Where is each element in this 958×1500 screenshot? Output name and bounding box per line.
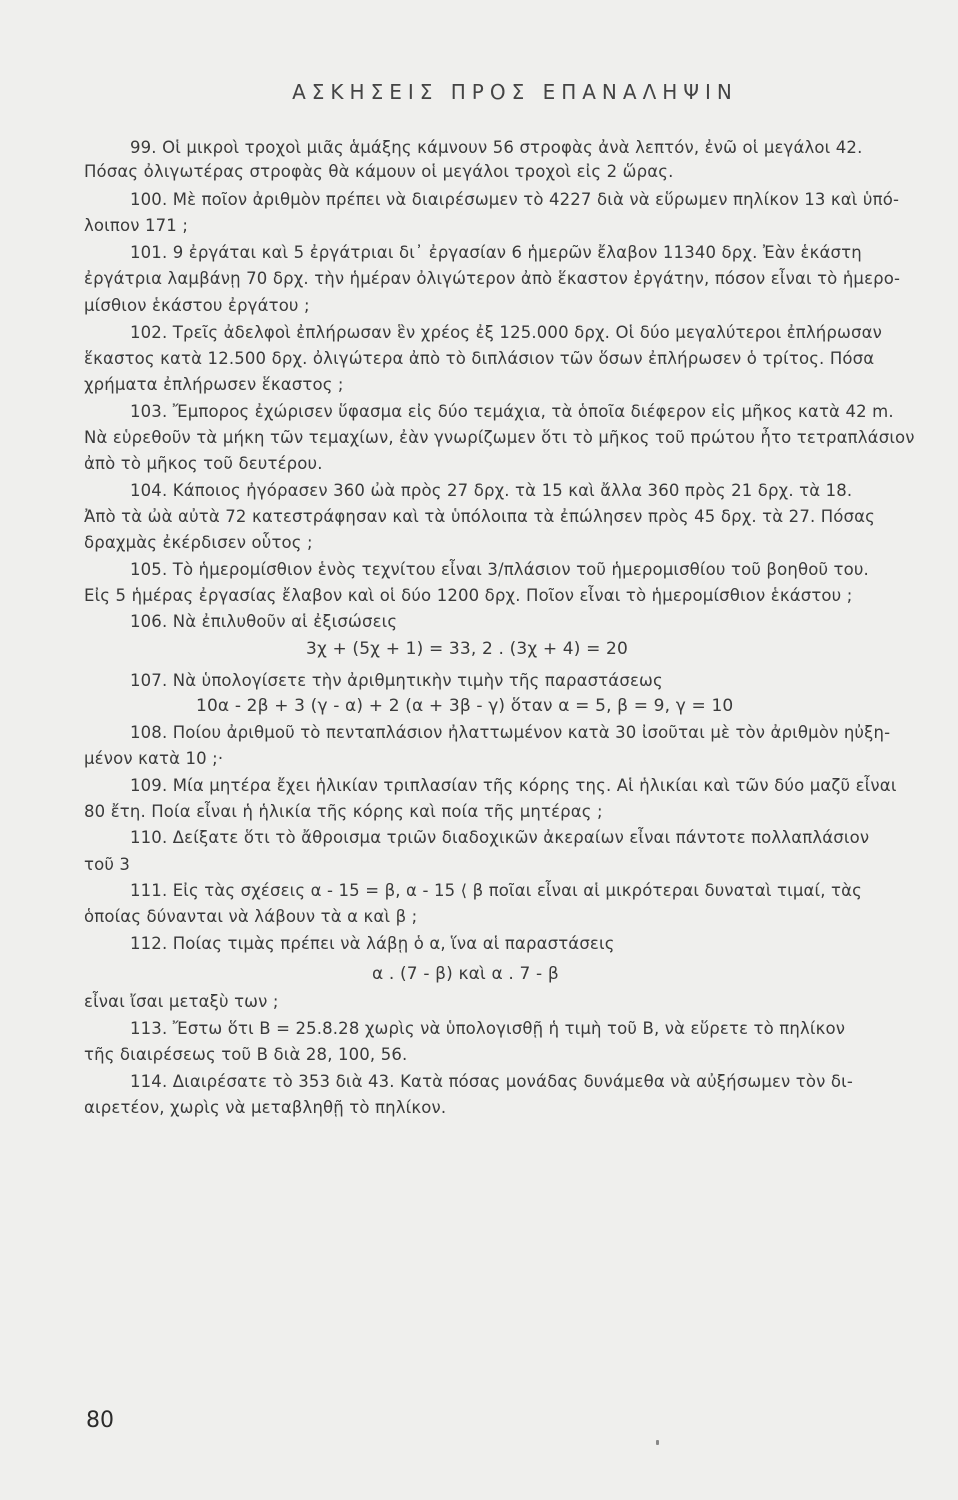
exercise-102-line-2: ἕκαστος κατὰ 12.500 δρχ. ὀλιγώτερα ἀπὸ τὸ διπλάσιον τῶν ὅσων ἐπλήρωσεν ὁ τρίτος. Πόσα	[84, 349, 875, 368]
exercise-102-line-1: 102. Τρεῖς ἀδελφοὶ ἐπλήρωσαν ἓν χρέος ἐξ 125.000 δρχ. Οἱ δύο μεγαλύτεροι ἐπλήρωσαν	[130, 323, 882, 342]
exercise-111-line-2: ὁποίας δύνανται νὰ λάβουν τὰ α καὶ β ;	[84, 907, 418, 926]
exercise-109-line-2: 80 ἔτη. Ποία εἶναι ἡ ἡλικία τῆς κόρης καὶ ποία τῆς μητέρας ;	[84, 802, 603, 821]
exercise-99-line-1: 99. Οἱ μικροὶ τροχοὶ μιᾶς ἁμάξης κάμνουν 56 στροφὰς ἀνὰ λεπτόν, ἐνῶ οἱ μεγάλοι 42.	[130, 138, 863, 157]
exercise-104-line-1: 104. Κάποιος ἠγόρασεν 360 ὠὰ πρὸς 27 δρχ. τὰ 15 καὶ ἄλλα 360 πρὸς 21 δρχ. τὰ 18.	[130, 481, 853, 500]
exercise-114-line-2: αιρετέον, χωρὶς νὰ μεταβληθῇ τὸ πηλίκον.	[84, 1098, 447, 1117]
page-number: 80	[86, 1408, 114, 1433]
exercise-99-line-2: Πόσας ὀλιγωτέρας στροφὰς θὰ κάμουν οἱ μεγάλοι τροχοὶ εἰς 2 ὥρας.	[84, 162, 674, 181]
exercise-101-line-2: ἐργάτρια λαμβάνῃ 70 δρχ. τὴν ἡμέραν ὀλιγώτερον ἀπὸ ἕκαστον ἐργάτην, πόσον εἶναι τὸ ἡμερο-	[84, 269, 901, 288]
exercise-100-line-1: 100. Μὲ ποῖον ἀριθμὸν πρέπει νὰ διαιρέσωμεν τὸ 4227 διὰ νὰ εὕρωμεν πηλίκον 13 καὶ ὑπό-	[130, 190, 900, 209]
exercise-110-line-2: τοῦ 3	[84, 855, 131, 874]
exercise-102-line-3: χρήματα ἐπλήρωσεν ἕκαστος ;	[84, 375, 344, 394]
exercise-103-line-1: 103. Ἔμπορος ἐχώρισεν ὕφασμα εἰς δύο τεμάχια, τὰ ὁποῖα διέφερον εἰς μῆκος κατὰ 42 m.	[130, 402, 894, 421]
paper-speck	[656, 1440, 659, 1445]
exercise-104-line-3: δραχμὰς ἐκέρδισεν οὗτος ;	[84, 533, 313, 552]
exercise-110-line-1: 110. Δείξατε ὅτι τὸ ἄθροισμα τριῶν διαδοχικῶν ἀκεραίων εἶναι πάντοτε πολλαπλάσιον	[130, 828, 870, 847]
exercise-103-line-2: Νὰ εὑρεθοῦν τὰ μήκη τῶν τεμαχίων, ἐὰν γνωρίζωμεν ὅτι τὸ μῆκος τοῦ πρώτου ἦτο τετραπλάσιον	[84, 428, 915, 447]
exercise-105-line-1: 105. Τὸ ἡμερομίσθιον ἑνὸς τεχνίτου εἶναι 3/πλάσιον τοῦ ἡμερομισθίου τοῦ βοηθοῦ του.	[130, 560, 869, 579]
exercise-112-line-1: 112. Ποίας τιμὰς πρέπει νὰ λάβῃ ὁ α, ἵνα αἱ παραστάσεις	[130, 934, 615, 953]
exercise-101-line-3: μίσθιον ἑκάστου ἐργάτου ;	[84, 296, 310, 315]
exercise-101-line-1: 101. 9 ἐργάται καὶ 5 ἐργάτριαι δι᾽ ἐργασίαν 6 ἡμερῶν ἔλαβον 11340 δρχ. Ἐὰν ἑκάστη	[130, 243, 862, 262]
page-title: ΑΣΚΗΣΕΙΣ ΠΡΟΣ ΕΠΑΝΑΛΗΨΙΝ	[292, 80, 738, 104]
exercise-107-expression: 10α - 2β + 3 (γ - α) + 2 (α + 3β - γ) ὅταν α = 5, β = 9, γ = 10	[196, 696, 734, 716]
exercise-114-line-1: 114. Διαιρέσατε τὸ 353 διὰ 43. Κατὰ πόσας μονάδας δυνάμεθα νὰ αὐξήσωμεν τὸν δι-	[130, 1072, 853, 1091]
exercise-107-line-1: 107. Νὰ ὑπολογίσετε τὴν ἀριθμητικὴν τιμὴν τῆς παραστάσεως	[130, 671, 663, 690]
exercise-113-line-2: τῆς διαιρέσεως τοῦ Β διὰ 28, 100, 56.	[84, 1045, 408, 1064]
exercise-100-line-2: λοιπον 171 ;	[84, 216, 189, 235]
exercise-103-line-3: ἀπὸ τὸ μῆκος τοῦ δευτέρου.	[84, 454, 323, 473]
exercise-106-equations: 3χ + (5χ + 1) = 33, 2 . (3χ + 4) = 20	[306, 639, 628, 659]
exercise-112-line-3: εἶναι ἴσαι μεταξὺ των ;	[84, 992, 279, 1011]
exercise-106-line-1: 106. Νὰ ἐπιλυθοῦν αἱ ἐξισώσεις	[130, 612, 398, 631]
exercise-104-line-2: Ἀπὸ τὰ ὠὰ αὐτὰ 72 κατεστράφησαν καὶ τὰ ὑπόλοιπα τὰ ἐπώλησεν πρὸς 45 δρχ. τὰ 27. Πόσας	[84, 507, 876, 526]
exercise-112-expressions: α . (7 - β) καὶ α . 7 - β	[372, 964, 559, 984]
exercise-105-line-2: Εἰς 5 ἡμέρας ἐργασίας ἔλαβον καὶ οἱ δύο 1200 δρχ. Ποῖον εἶναι τὸ ἡμερομίσθιον ἑκάστου ;	[84, 586, 853, 605]
exercise-109-line-1: 109. Μία μητέρα ἔχει ἡλικίαν τριπλασίαν τῆς κόρης της. Αἱ ἡλικίαι καὶ τῶν δύο μαζῦ εἶναι	[130, 776, 897, 795]
exercise-111-line-1: 111. Εἰς τὰς σχέσεις α - 15 = β, α - 15 ⟨ β ποῖαι εἶναι αἱ μικρότεραι δυναταὶ τιμαί, τὰς	[130, 881, 863, 900]
exercise-113-line-1: 113. Ἔστω ὅτι Β = 25.8.28 χωρὶς νὰ ὑπολογισθῇ ἡ τιμὴ τοῦ Β, νὰ εὕρετε τὸ πηλίκον	[130, 1019, 846, 1038]
exercise-108-line-2: μένον κατὰ 10 ;·	[84, 749, 224, 768]
exercise-108-line-1: 108. Ποίου ἀριθμοῦ τὸ πενταπλάσιον ἠλαττωμένον κατὰ 30 ἰσοῦται μὲ τὸν ἀριθμὸν ηὐξη-	[130, 723, 891, 742]
